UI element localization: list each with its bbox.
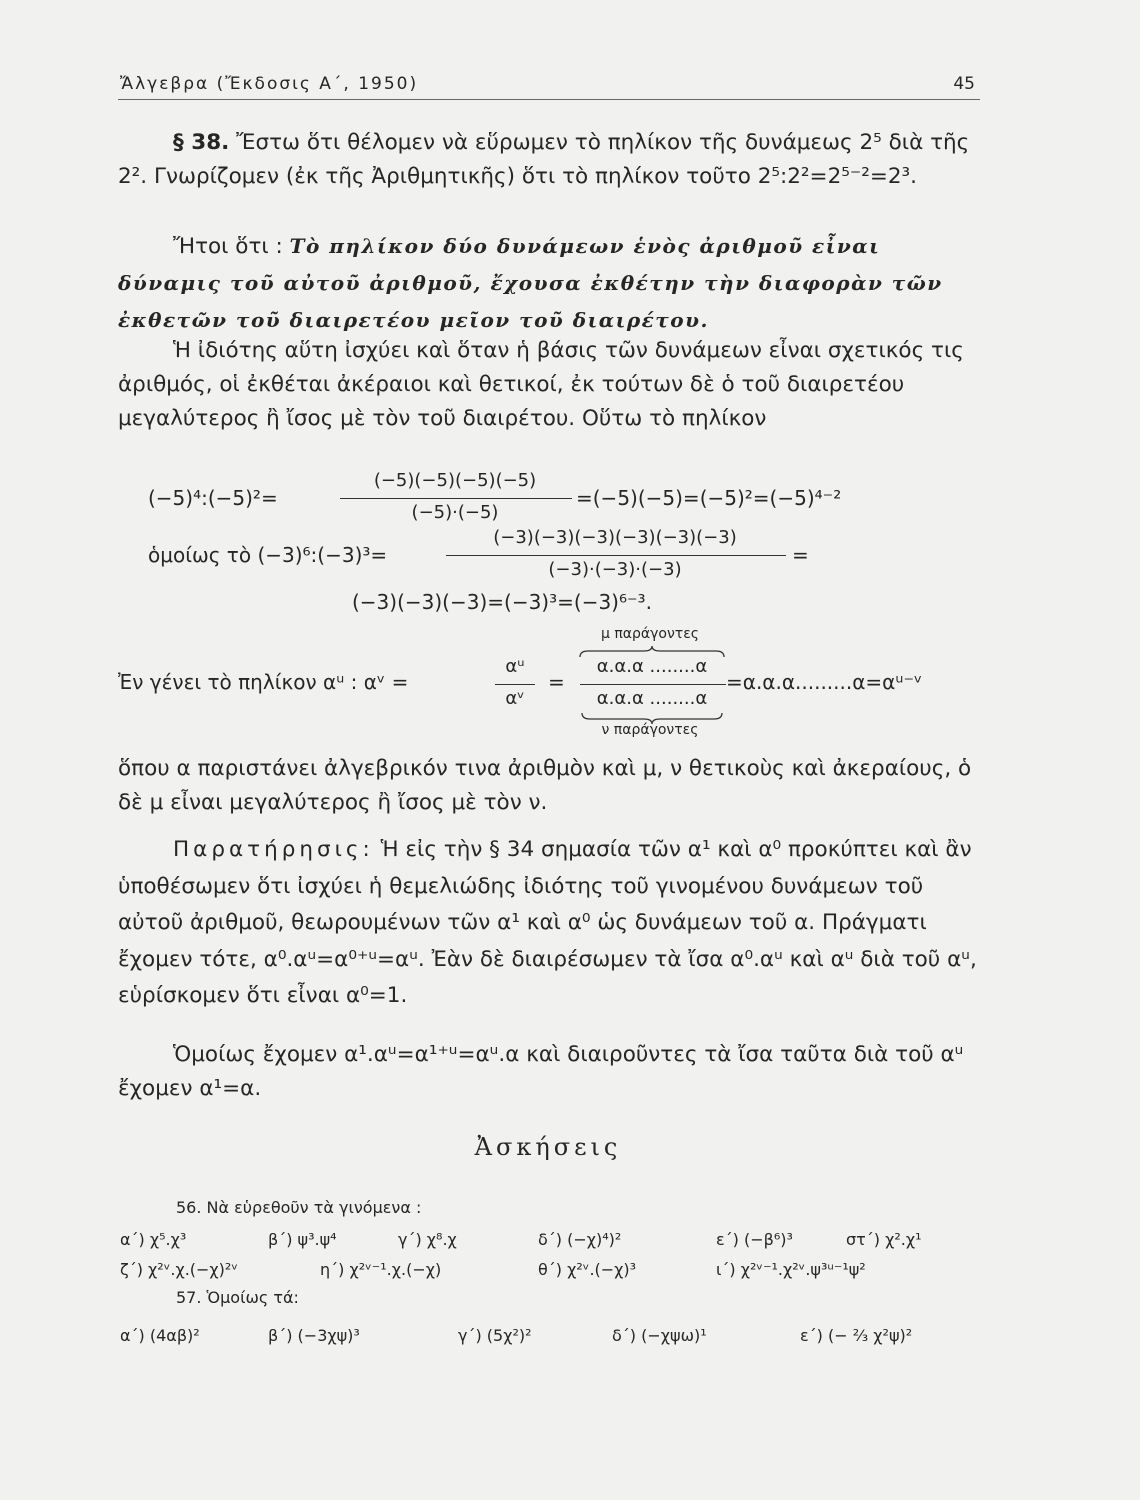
rule-statement: Τὸ πηλίκον δύο δυνάμεων ἑνὸς ἀριθμοῦ εἶναι δύναμις τοῦ αὐτοῦ ἀριθμοῦ, ἔχουσα ἐκθέτην τὴν διαφορὰν τῶν ἐκθετῶν τοῦ διαιρετέου μεῖον τοῦ διαιρέτου. — [118, 234, 943, 332]
general-fraction-bar — [495, 684, 535, 685]
exercise-56-item: δ΄) (−χ)⁴)² — [538, 1230, 622, 1249]
remark-paragraph — [118, 832, 978, 1015]
general-denominator: αᵛ — [505, 688, 525, 709]
page-number: 45 — [953, 74, 975, 94]
exercise-56-item: ζ΄) χ²ᵛ.χ.(−χ)²ᵛ — [120, 1260, 238, 1279]
general-numerator: αᵘ — [505, 656, 525, 677]
section-number: § 38. — [173, 130, 230, 155]
formula-1-left: (−5)⁴:(−5)²= — [148, 486, 278, 510]
formula-2-numerator: (−3)(−3)(−3)(−3)(−3)(−3) — [493, 527, 737, 548]
header-rule — [118, 99, 980, 100]
rule-paragraph — [118, 228, 978, 339]
exercise-57-title: 57. Ὁμοίως τά: — [176, 1288, 299, 1307]
exercise-57-item: β΄) (−3χψ)³ — [268, 1326, 360, 1345]
property-paragraph: Ἡ ἰδιότης αὕτη ἰσχύει καὶ ὅταν ἡ βάσις τῶν δυνάμεων εἶναι σχετικός τις ἀριθμός, οἱ ἐκθέται ἀκέραιοι καὶ θετικοί, ἐκ τούτων δὲ ὁ τοῦ διαιρετέου μεγαλύτερος ἢ ἴσος μὲ τὸν τοῦ διαιρέτου. Οὕτω τὸ πηλίκον — [118, 338, 964, 431]
formula-1-right: =(−5)(−5)=(−5)²=(−5)⁴⁻² — [576, 486, 842, 510]
exercise-57-item: δ΄) (−χψω)¹ — [612, 1326, 707, 1345]
exercise-57-item: ε΄) (− ²⁄₃ χ²ψ)² — [800, 1326, 913, 1345]
exercise-56-item: ι΄) χ²ᵛ⁻¹.χ²ᵛ.ψ³ᵘ⁻¹ψ² — [716, 1260, 866, 1279]
formula-2-continued: (−3)(−3)(−3)=(−3)³=(−3)⁶⁻³. — [352, 590, 652, 614]
rule-prefix: Ἤτοι ὅτι : — [173, 234, 283, 259]
exercise-56-item: β΄) ψ³.ψ⁴ — [268, 1230, 337, 1249]
formula-2-left: ὁμοίως τὸ (−3)⁶:(−3)³= — [148, 543, 388, 567]
general-numerator-expanded: α.α.α ........α — [596, 656, 708, 677]
exercise-56-title: 56. Νὰ εὑρεθοῦν τὰ γινόμενα : — [176, 1198, 422, 1217]
exercise-56-item: στ΄) χ².χ¹ — [846, 1230, 922, 1249]
section-intro-text: Ἔστω ὅτι θέλομεν νὰ εὕρωμεν τὸ πηλίκον τῆς δυνάμεως 2⁵ διὰ τῆς 2². Γνωρίζομεν (ἐκ τῆς Ἀριθμητικῆς) ὅτι τὸ πηλίκον τοῦτο 2⁵:2²=2⁵⁻²=2³. — [118, 130, 970, 189]
exercises-heading: Ἀσκήσεις — [474, 1133, 622, 1161]
remark-label: Παρατήρησις: — [173, 837, 374, 862]
formula-1-numerator: (−5)(−5)(−5)(−5) — [373, 470, 537, 491]
general-expanded-fraction-bar — [580, 684, 726, 685]
exercise-57-item: γ΄) (5χ²)² — [458, 1326, 532, 1345]
formula-2-fraction-bar — [446, 555, 786, 556]
formula-2-denominator: (−3)·(−3)·(−3) — [548, 559, 682, 580]
exercise-56-item: θ΄) χ²ᵛ.(−χ)³ — [538, 1260, 637, 1279]
general-equals: = — [548, 670, 565, 694]
exercise-56-item: η΄) χ²ᵛ⁻¹.χ.(−χ) — [320, 1260, 442, 1279]
general-formula-left: Ἐν γένει τὸ πηλίκον αᵘ : αᵛ = — [118, 670, 409, 694]
formula-1-denominator: (−5)·(−5) — [411, 502, 499, 523]
exercise-56-item: γ΄) χ⁸.χ — [398, 1230, 457, 1249]
nu-factors-label: ν παράγοντες — [601, 722, 699, 738]
exercise-57-item: α΄) (4αβ)² — [120, 1326, 200, 1345]
remark-text: Ἡ εἰς τὴν § 34 σημασία τῶν α¹ καὶ α⁰ προκύπτει καὶ ἂν ὑποθέσωμεν ὅτι ἰσχύει ἡ θεμελιώδης ἰδιότης τοῦ γινομένου δυνάμεων τοῦ αὐτοῦ ἀριθμοῦ, θεωρουμένων τῶν α¹ καὶ α⁰ ὡς δυνάμεων τοῦ α. Πράγματι ἔχομεν τότε, α⁰.αᵘ=α⁰⁺ᵘ=αᵘ. Ἐὰν δὲ διαιρέσωμεν τὰ ἴσα α⁰.αᵘ καὶ αᵘ διὰ τοῦ αᵘ, εὑρίσκομεν ὅτι εἶναι α⁰=1. — [118, 837, 977, 1008]
formula-1-fraction-bar — [340, 498, 572, 499]
exercise-56-item: ε΄) (−β⁶)³ — [716, 1230, 793, 1249]
mu-factors-label: μ παράγοντες — [600, 626, 699, 642]
exercise-56-item: α΄) χ⁵.χ³ — [120, 1230, 187, 1249]
general-note: ὅπου α παριστάνει ἀλγεβρικόν τινα ἀριθμὸν καὶ μ, ν θετικοὺς καὶ ἀκεραίους, ὁ δὲ μ εἶναι μεγαλύτερος ἢ ἴσος μὲ τὸν ν. — [118, 756, 972, 815]
section-intro — [118, 126, 978, 194]
general-denominator-expanded: α.α.α ........α — [596, 688, 708, 709]
running-header-title: Ἄλγεβρα (Ἔκδοσις Α΄, 1950) — [120, 74, 419, 94]
formula-2-equals: = — [792, 543, 809, 567]
remark-continued: Ὁμοίως ἔχομεν α¹.αᵘ=α¹⁺ᵘ=αᵘ.α καὶ διαιροῦντες τὰ ἴσα ταῦτα διὰ τοῦ αᵘ ἔχομεν α¹=α. — [118, 1042, 964, 1101]
general-formula-right: =α.α.α.........α=αᵘ⁻ᵛ — [726, 670, 923, 694]
